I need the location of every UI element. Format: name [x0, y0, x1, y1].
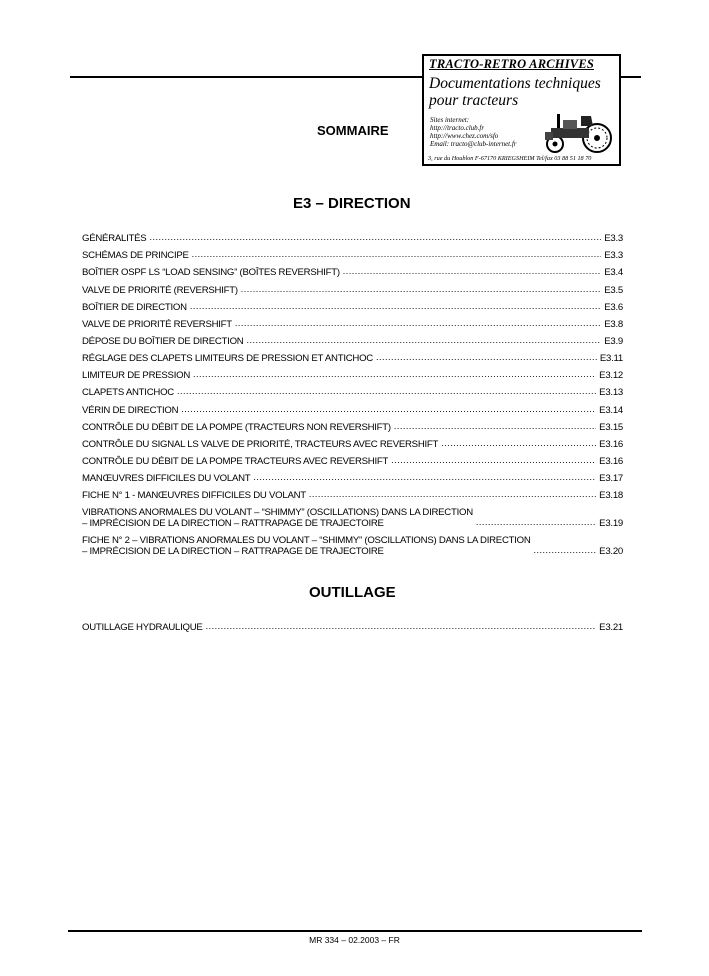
toc-entry-title-line: FICHE N° 1 - MANŒUVRES DIFFICILES DU VOLANT	[82, 490, 306, 502]
toc-entry-title	[82, 439, 438, 450]
toc-entry-title	[82, 233, 146, 244]
toc-entry	[82, 433, 623, 450]
toc-entry-title-line: VALVE DE PRIORITÉ (REVERSHIFT)	[82, 284, 238, 296]
toc-entry-title	[82, 535, 531, 557]
toc-entry	[82, 450, 623, 467]
toc-entry-title-line: FICHE N° 2 – VIBRATIONS ANORMALES DU VOLANT – “SHIMMY” (OSCILLATIONS) DANS LA DIRECTION	[82, 535, 531, 547]
stamp-subtitle-line1: Documentations techniques	[429, 75, 601, 92]
toc-entry	[82, 501, 623, 529]
toc-entry-title-line: CONTRÔLE DU DÉBIT DE LA POMPE TRACTEURS AVEC REVERSHIFT	[82, 455, 389, 467]
toc-list-outillage	[82, 616, 623, 633]
toc-entry-title-line: VÉRIN DE DIRECTION	[82, 404, 179, 416]
toc-entry	[82, 616, 623, 633]
toc-entry-title	[82, 250, 189, 261]
toc-dot-leader	[441, 438, 596, 448]
toc-entry	[82, 244, 623, 261]
toc-dot-leader	[376, 352, 597, 362]
toc-dot-leader	[235, 318, 601, 328]
toc-entry	[82, 416, 623, 433]
toc-entry-title	[82, 422, 391, 433]
toc-entry-title-line: VIBRATIONS ANORMALES DU VOLANT – “SHIMMY” (OSCILLATIONS) DANS LA DIRECTION	[82, 507, 473, 519]
toc-page-number: E3.8	[604, 318, 623, 330]
section-title-outillage: OUTILLAGE	[309, 584, 396, 601]
toc-dot-leader	[149, 232, 601, 242]
stamp-subtitle-line2: pour tracteurs	[429, 92, 519, 109]
toc-entry-title-line: MANŒUVRES DIFFICILES DU VOLANT	[82, 473, 251, 485]
toc-entry	[82, 296, 623, 313]
toc-dot-leader	[253, 472, 596, 482]
toc-page-number: E3.11	[599, 353, 623, 365]
toc-page-number: E3.12	[599, 370, 623, 382]
toc-dot-leader	[181, 404, 596, 414]
toc-entry-title	[82, 285, 238, 296]
toc-entry	[82, 381, 623, 398]
toc-page-number: E3.17	[599, 473, 623, 485]
toc-entry-title-line: GÉNÉRALITÉS	[82, 233, 147, 245]
toc-entry-title-line: – IMPRÉCISION DE LA DIRECTION – RATTRAPAGE DE TRAJECTOIRE	[82, 518, 384, 530]
header-rule	[70, 76, 423, 78]
toc-entry-title-line: LIMITEUR DE PRESSION	[82, 370, 191, 382]
footer-rule	[68, 930, 642, 932]
toc-entry-title	[82, 405, 178, 416]
toc-page-number: E3.5	[604, 284, 623, 296]
stamp-title: TRACTO-RETRO ARCHIVES	[429, 57, 595, 71]
toc-entry-title	[82, 370, 190, 381]
toc-entry	[82, 364, 623, 381]
toc-dot-leader	[241, 284, 601, 294]
toc-entry-title	[82, 622, 203, 633]
toc-entry	[82, 347, 623, 364]
toc-entry-title-line: DÉPOSE DU BOÎTIER DE DIRECTION	[82, 335, 244, 347]
toc-entry-title	[82, 456, 388, 467]
toc-dot-leader	[193, 369, 596, 379]
toc-entry-title-line: BOÎTIER OSPF LS “LOAD SENSING” (BOÎTES REVERSHIFT)	[82, 267, 340, 279]
toc-entry	[82, 227, 623, 244]
stamp-address: 3, rue du Houblon F-67170 KRIEGSHEIM Tel/fax 03 88 51 18 70	[428, 155, 592, 162]
toc-entry-title-line: VALVE DE PRIORITÉ REVERSHIFT	[82, 318, 232, 330]
toc-page-number: E3.6	[604, 301, 623, 313]
toc-page-number: E3.20	[599, 546, 623, 558]
toc-dot-leader	[394, 421, 596, 431]
toc-entry	[82, 261, 623, 278]
toc-entry-title	[82, 353, 373, 364]
stamp-sites-label: Sites internet:	[430, 116, 470, 124]
toc-page-number: E3.13	[599, 387, 623, 399]
toc-page-number: E3.16	[599, 455, 623, 467]
toc-page-number: E3.9	[604, 335, 623, 347]
toc-list-direction	[82, 227, 623, 557]
toc-page-number: E3.21	[599, 622, 623, 634]
section-title-direction: E3 – DIRECTION	[293, 195, 411, 212]
sommaire-heading: SOMMAIRE	[317, 123, 389, 138]
stamp-site2: http://www.chez.com/sfo	[430, 132, 499, 140]
toc-entry-title-line: OUTILLAGE HYDRAULIQUE	[82, 622, 203, 634]
toc-entry-title	[82, 507, 473, 529]
header-rule-right	[621, 76, 641, 78]
toc-entry-title-line: CONTRÔLE DU DÉBIT DE LA POMPE (TRACTEURS NON REVERSHIFT)	[82, 421, 391, 433]
page-footer: MR 334 – 02.2003 – FR	[309, 935, 400, 945]
toc-dot-leader	[476, 517, 596, 527]
toc-dot-leader	[309, 489, 596, 499]
toc-entry-title-line: CLAPETS ANTICHOC	[82, 387, 174, 399]
toc-dot-leader	[391, 455, 596, 465]
stamp-email: Email: tracto@club-internet.fr	[430, 140, 517, 148]
toc-entry	[82, 467, 623, 484]
toc-entry	[82, 529, 623, 557]
toc-page-number: E3.3	[604, 233, 623, 245]
toc-page-number: E3.15	[599, 421, 623, 433]
stamp-site1: http://tracto.club.fr	[430, 124, 485, 132]
toc-page-number: E3.3	[604, 250, 623, 262]
toc-entry-title	[82, 302, 187, 313]
toc-entry	[82, 313, 623, 330]
toc-page-number: E3.16	[599, 438, 623, 450]
toc-entry-title	[82, 267, 340, 278]
toc-entry	[82, 484, 623, 501]
toc-page-number: E3.18	[599, 490, 623, 502]
toc-entry-title	[82, 319, 232, 330]
toc-page-number: E3.14	[599, 404, 623, 416]
toc-page-number: E3.4	[604, 267, 623, 279]
toc-entry-title-line: – IMPRÉCISION DE LA DIRECTION – RATTRAPAGE DE TRAJECTOIRE	[82, 546, 384, 558]
toc-dot-leader	[190, 301, 601, 311]
toc-dot-leader	[343, 266, 601, 276]
toc-page-number: E3.19	[599, 518, 623, 530]
toc-entry-title-line: BOÎTIER DE DIRECTION	[82, 301, 187, 313]
toc-dot-leader	[206, 621, 597, 631]
toc-entry	[82, 398, 623, 415]
toc-entry-title	[82, 336, 243, 347]
toc-dot-leader	[177, 386, 596, 396]
toc-dot-leader	[246, 335, 601, 345]
toc-entry-title	[82, 387, 174, 398]
toc-entry-title	[82, 473, 250, 484]
toc-entry	[82, 278, 623, 295]
toc-entry-title	[82, 490, 306, 501]
toc-entry-title-line: RÉGLAGE DES CLAPETS LIMITEURS DE PRESSION ET ANTICHOC	[82, 353, 373, 365]
toc-entry-title-line: SCHÉMAS DE PRINCIPE	[82, 250, 189, 262]
tractor-icon	[537, 110, 617, 154]
toc-entry	[82, 330, 623, 347]
toc-dot-leader	[192, 249, 602, 259]
archive-stamp	[422, 54, 621, 166]
toc-entry-title-line: CONTRÔLE DU SIGNAL LS VALVE DE PRIORITÉ, TRACTEURS AVEC REVERSHIFT	[82, 438, 439, 450]
toc-dot-leader	[534, 545, 597, 555]
